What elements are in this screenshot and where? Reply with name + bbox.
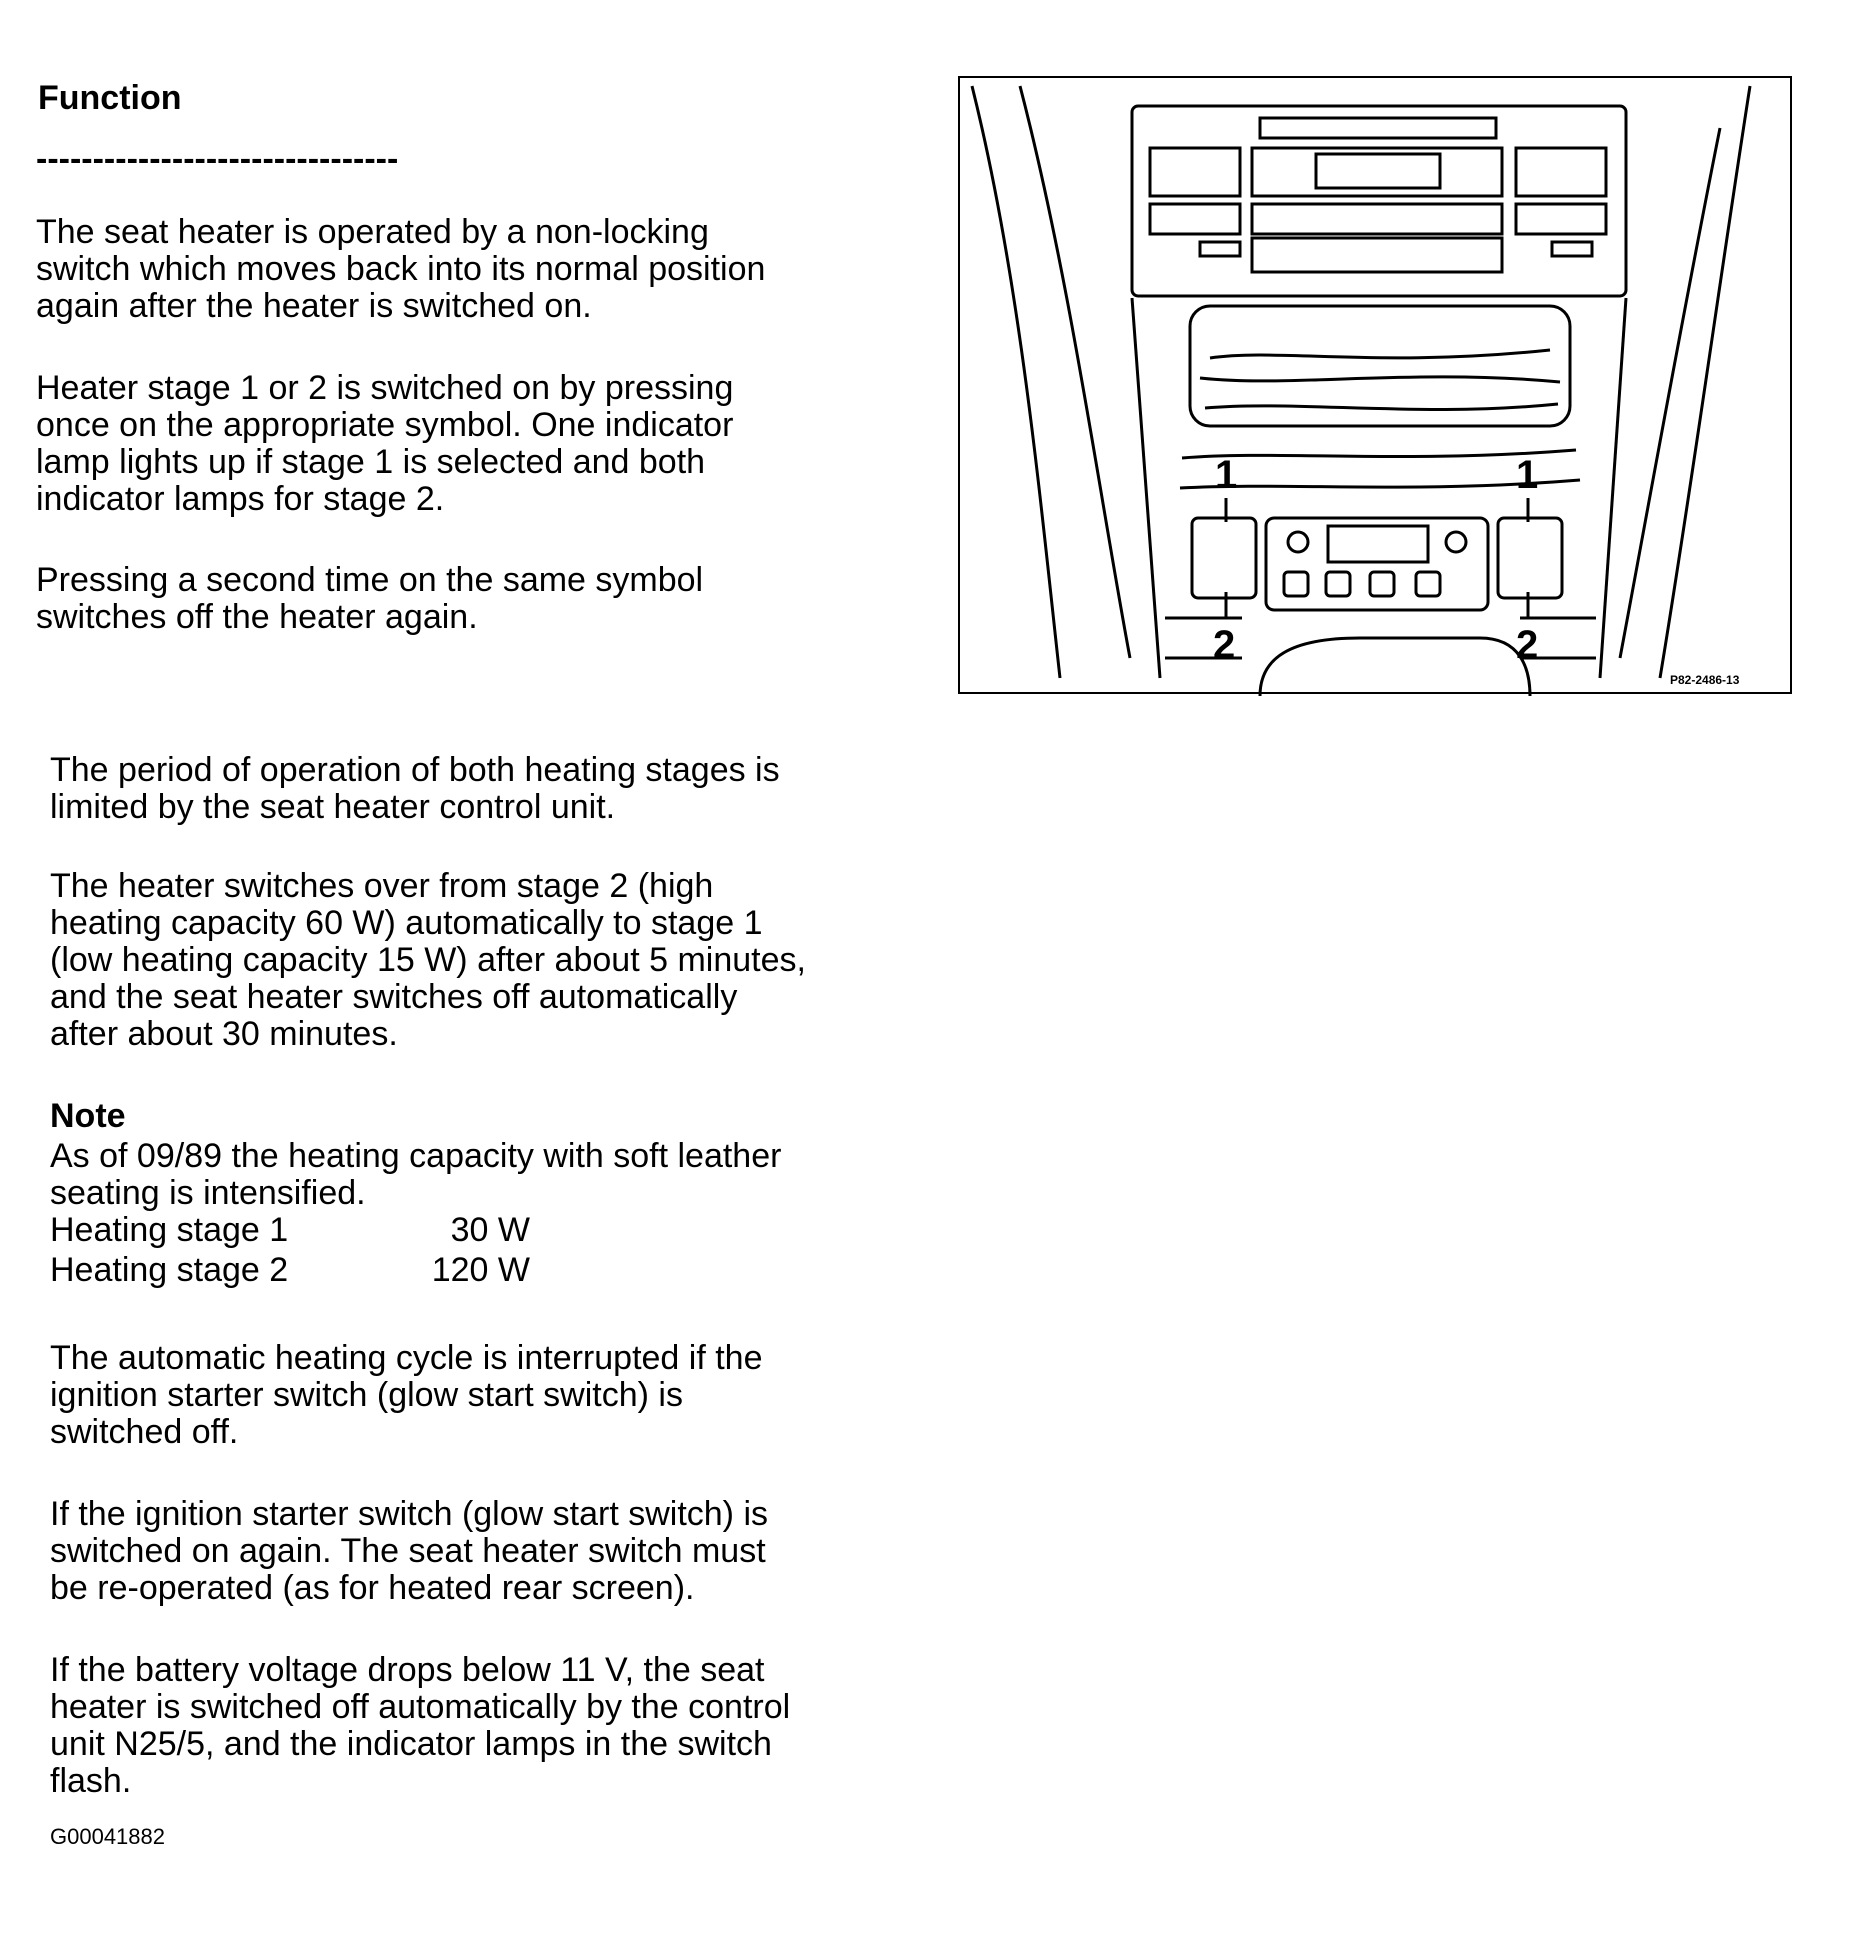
heating-stage-label: Heating stage 2	[50, 1251, 289, 1289]
heating-stage-label: Heating stage 1	[50, 1211, 289, 1249]
center-console-illustration	[960, 78, 1794, 696]
paragraph-battery-voltage: If the battery voltage drops below 11 V, the seat heater is switched off automatically by the control unit N25/5, and the indicator lamps in the switch flash.	[50, 1651, 791, 1800]
callout-1-right: 1	[1516, 453, 1539, 497]
callout-2-left: 2	[1213, 623, 1236, 667]
heating-stage-row	[50, 1252, 530, 1289]
paragraph-reoperate: If the ignition starter switch (glow start switch) is switched on again. The seat heater switch must be re-operated (as for heated rear screen).	[50, 1495, 769, 1607]
paragraph-cycle-interrupt: The automatic heating cycle is interrupted if the ignition starter switch (glow start switch) is switched off.	[50, 1339, 763, 1451]
paragraph-heater-stages: Heater stage 1 or 2 is switched on by pressing once on the appropriate symbol. One indicator lamp lights up if stage 1 is selected and both indicator lamps for stage 2.	[36, 369, 734, 518]
paragraph-operation-period: The period of operation of both heating stages is limited by the seat heater control unit.	[50, 751, 780, 826]
paragraph-stage-switchover: The heater switches over from stage 2 (high heating capacity 60 W) automatically to stage 1 (low heating capacity 15 W) after about 5 minutes, and the seat heater switches off automatically after about 30 minutes.	[50, 867, 806, 1053]
note-heading: Note	[50, 1097, 126, 1135]
paragraph-switch-operation: The seat heater is operated by a non-locking switch which moves back into its normal position again after the heater is switched on.	[36, 213, 766, 325]
note-text: As of 09/89 the heating capacity with soft leather seating is intensified.	[50, 1137, 782, 1212]
callout-2-right: 2	[1516, 623, 1539, 667]
function-heading: Function	[38, 79, 182, 117]
heating-stage-value: 30 W	[450, 1211, 530, 1249]
center-console-figure	[958, 76, 1792, 694]
callout-1-left: 1	[1215, 453, 1238, 497]
heating-stage-row	[50, 1212, 530, 1249]
heating-stage-value: 120 W	[431, 1251, 530, 1289]
figure-code: P82-2486-13	[1670, 673, 1740, 687]
heading-rule: --------------------------------	[36, 140, 399, 178]
paragraph-switch-off: Pressing a second time on the same symbol switches off the heater again.	[36, 561, 704, 636]
document-code: G00041882	[50, 1824, 165, 1849]
